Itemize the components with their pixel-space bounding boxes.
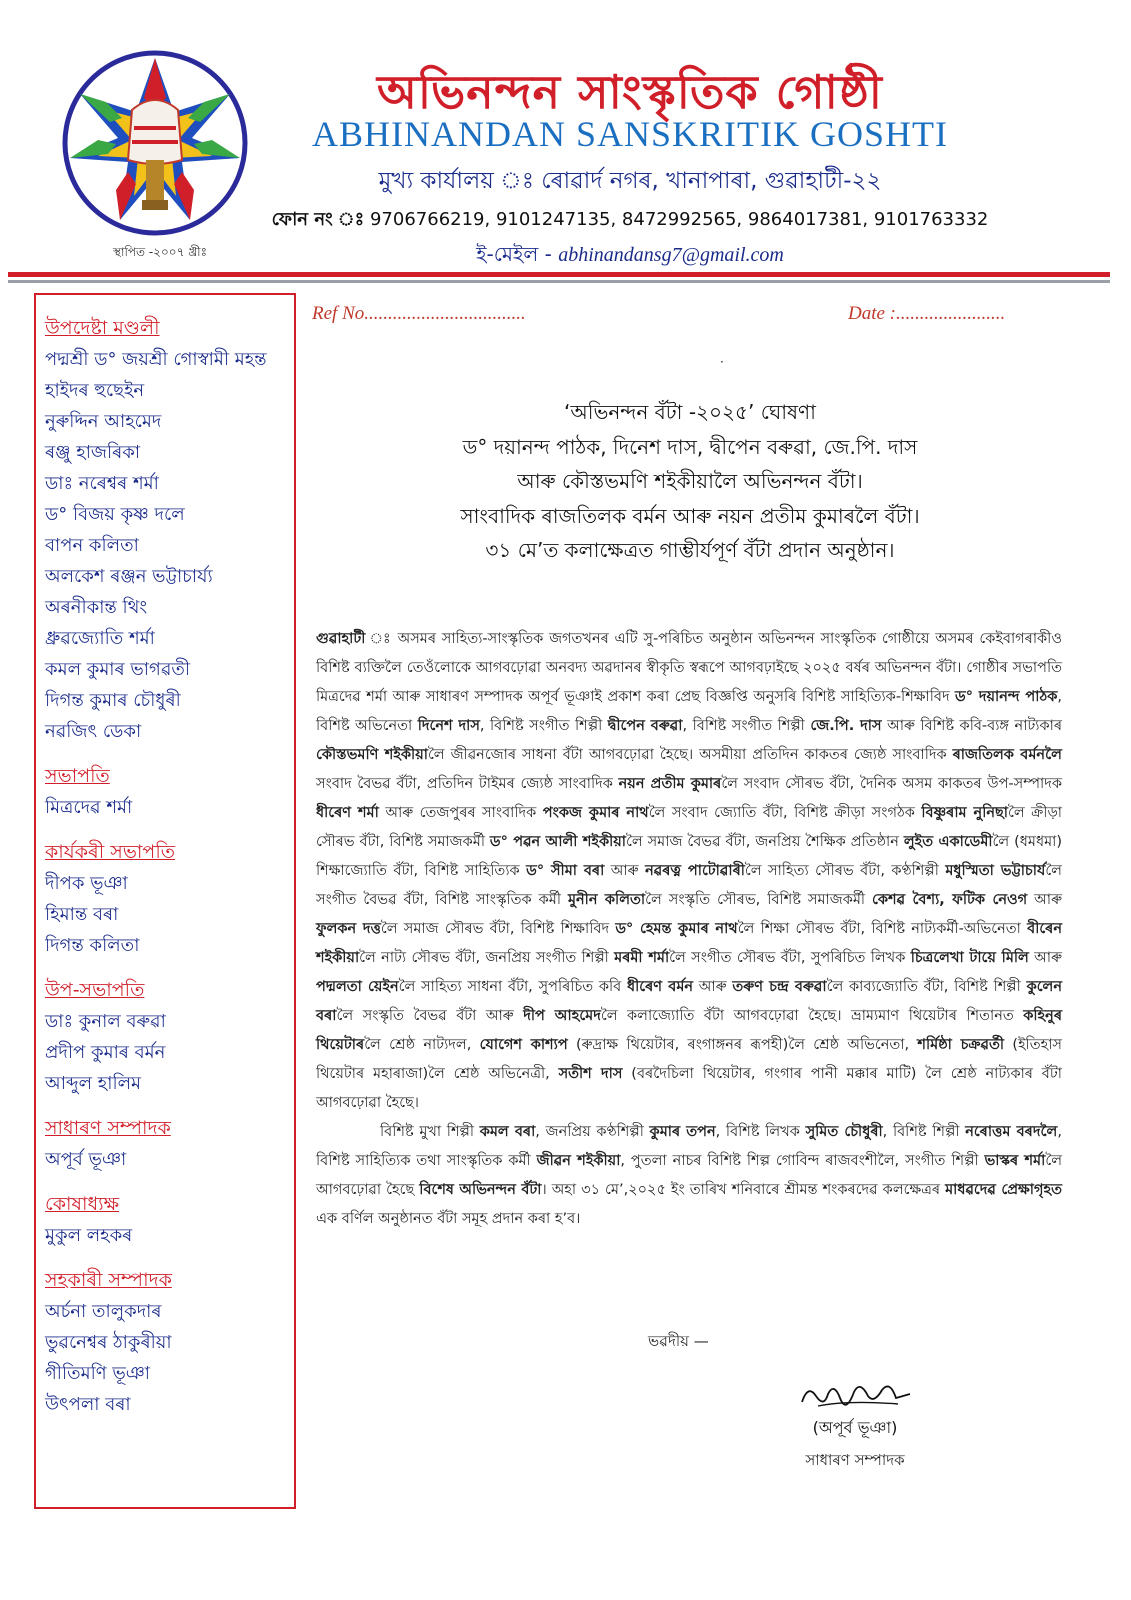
closing-salutation: ভৱদীয় — — [648, 1332, 709, 1350]
text-run: বিশিষ্ট মুখা শিল্পী — [380, 1124, 480, 1140]
committee-section-title: কোষাধ্যক্ষ — [45, 1193, 120, 1215]
committee-section — [45, 1113, 294, 1175]
text-run: লৈ সমাজ সৌৰভ বঁটা, বিশিষ্ট শিক্ষাবিদ — [380, 921, 616, 937]
bold-name-run: গুৱাহাটী — [316, 631, 366, 647]
committee-member: অপূৰ্ব ভূঞা — [45, 1149, 127, 1170]
signer-name: (অপূৰ্ব ভূঞা) — [812, 1418, 898, 1437]
bold-name-run: চিত্ৰলেখা টায়ে মিলি — [910, 950, 1029, 966]
committee-member: ডাঃ নৰেশ্বৰ শৰ্মা — [45, 473, 159, 494]
committee-section-title: সহকাৰী সম্পাদক — [45, 1269, 172, 1291]
committee-section — [45, 1265, 294, 1420]
bold-name-run: কুমাৰ তপন — [649, 1124, 716, 1140]
header-divider-red — [8, 272, 1110, 277]
bold-name-run: মৰমী শৰ্মা — [614, 950, 670, 966]
email-label: ই-মেইল - — [476, 242, 552, 266]
committee-member: ড° বিজয় কৃষ্ণ দলে — [45, 504, 185, 525]
headline-line: আৰু কৌস্তভমণি শইকীয়ালৈ অভিনন্দন বঁটা। — [517, 469, 863, 493]
committee-member: নুৰুদ্দিন আহমেদ — [45, 411, 162, 432]
text-run: লৈ সংগীত সৌৰভ বঁটা, সুপৰিচিত লিখক — [669, 950, 911, 966]
text-run: লৈ সংগীত বৈভৱ বঁটা, বিশিষ্ট সাংস্কৃতিক কৰ্মী — [316, 863, 1062, 908]
committee-section — [45, 975, 294, 1099]
dot-mark: · — [720, 355, 724, 369]
text-run: আৰু — [604, 863, 646, 879]
bold-name-run: দ্বীপেন বৰুৱা — [607, 718, 683, 734]
text-run: , বিশিষ্ট সংগীত শিল্পী — [479, 718, 608, 734]
text-run: লৈ সাহিত্য সাধনা বঁটা, সুপৰিচিত কবি — [398, 979, 628, 995]
bold-name-run: তৰুণ চন্দ্ৰ বৰুৱা — [732, 979, 827, 995]
head-office-address: মুখ্য কাৰ্যালয় ঃ ৰোৱাৰ্দ নগৰ, খানাপাৰা, গুৱাহাটী-২২ — [378, 168, 882, 194]
text-run: এক বৰ্ণিল অনুষ্ঠানত বঁটা সমূহ প্ৰদান কৰা হ’ব। — [316, 1211, 581, 1227]
bold-name-run: ৰাজতিলক বৰ্মনলৈ — [952, 747, 1062, 763]
bold-name-run: পদ্মলতা য়েইন — [316, 979, 399, 995]
committee-section — [45, 837, 294, 961]
bold-name-run: লুইত একাডেমী — [903, 834, 993, 850]
organization-logo — [62, 50, 248, 236]
text-run: (বৰদৈচিলা থিয়েটাৰ, গংগাৰ পানী মক্কাৰ মাটি) লৈ শ্ৰেষ্ঠ নাট্যকাৰ বঁটা আগবঢ়োৱা হৈছে। — [316, 1066, 1062, 1111]
org-name-english: ABHINANDAN SANSKRITIK GOSHTI — [312, 114, 948, 154]
committee-member: অৰনীকান্ত থিং — [45, 597, 148, 618]
text-run: ঃ অসমৰ সাহিত্য-সাংস্কৃতিক জগতখনৰ এটি সু-পৰিচিত অনুষ্ঠান অভিনন্দন সাংস্কৃতিক গোষ্ঠীয়ে অসমৰ কেইবাগৰাকীও বিশিষ্ট ব্যক্তিলৈ তেওঁলোকে আগবঢ়োৱা অনবদ্য অৱদানৰ স্বীকৃতি স্বৰূপে আগবঢ়াইছে ২০২৫ বৰ্ষৰ অভিনন্দন বঁটা। গোষ্ঠীৰ সভাপতি মিত্ৰদেৱ শৰ্মা আৰু সাধাৰণ সম্পাদক অপূৰ্ব ভূঞাই প্ৰকাশ কৰা প্ৰেছ বিজ্ঞপ্তি অনুসৰি বিশিষ্ট সাহিত্যিক-শিক্ষাবিদ — [316, 631, 1062, 705]
text-run: লৈ শ্ৰেষ্ঠ নাট্যদল, — [364, 1037, 480, 1053]
committee-member: আব্দুল হালিম — [45, 1073, 142, 1094]
committee-member: দিগন্ত কুমাৰ চৌধুৰী — [45, 690, 181, 711]
email-line — [270, 240, 990, 273]
committee-member: পদ্মশ্ৰী ড° জয়শ্ৰী গোস্বামী মহন্ত — [45, 349, 267, 370]
committee-member: ৰঞ্জু হাজৰিকা — [45, 442, 141, 463]
bold-name-run: যোগেশ কাশ্যপ — [479, 1037, 568, 1053]
bold-name-run: মুনীন কলিতা — [567, 892, 646, 908]
text-run: লৈ জীৱনজোৰ সাধনা বঁটা আগবঢ়োৱা হৈছে। অসমীয়া প্ৰতিদিন কাকতৰ জ্যেষ্ঠ সাংবাদিক — [427, 747, 953, 763]
phone-line — [270, 205, 990, 236]
text-run: লৈ সংবাদ সৌৰভ বঁটা, দৈনিক অসম কাকতৰ উপ-সম্পাদক — [721, 776, 1062, 792]
bold-name-run: ধীৰেণ বৰ্মন — [627, 979, 694, 995]
text-run: , বিশিষ্ট সাহিত্যিক তথা সাংস্কৃতিক কৰ্মী — [316, 1124, 1062, 1169]
email-address[interactable]: abhinandansg7@gmail.com — [558, 244, 784, 266]
committee-member: দীপক ভূঞা — [45, 873, 128, 894]
bold-name-run: জীৱন শইকীয়া — [536, 1153, 621, 1169]
bold-name-run: ড° পৱন আলী শইকীয়া — [489, 834, 626, 850]
committee-sidebar — [34, 293, 296, 1509]
headline-block — [370, 395, 1010, 568]
text-run: লৈ সংস্কৃতি সৌৰভ, বিশিষ্ট সমাজকৰ্মী — [645, 892, 873, 908]
text-run: , বিশিষ্ট অভিনেতা — [316, 689, 1062, 734]
committee-section — [45, 761, 294, 823]
text-run: আৰু তেজপুৰৰ সাংবাদিক — [378, 805, 543, 821]
bold-name-run: কহিনুৰ থিয়েটাৰ — [316, 1008, 1062, 1053]
text-run: লৈ কাব্যজ্যোতি বঁটা, বিশিষ্ট শিল্পী — [826, 979, 1027, 995]
committee-member: মিত্ৰদেৱ শৰ্মা — [45, 797, 133, 818]
text-run: , বিশিষ্ট সংগীত শিল্পী — [682, 718, 811, 734]
text-run: , জনপ্ৰিয় কণ্ঠশিল্পী — [535, 1124, 650, 1140]
bold-name-run: কমল বৰা — [479, 1124, 536, 1140]
committee-member: কমল কুমাৰ ভাগৱতী — [45, 659, 191, 680]
bold-name-run: নৱৰত্ন পাটোৱাৰী — [645, 863, 745, 879]
ref-number: Ref No.................................. — [312, 303, 526, 324]
committee-section — [45, 1189, 294, 1251]
text-run: লৈ সংস্কৃতি বৈভৱ বঁটা আৰু — [336, 1008, 524, 1024]
bold-name-run: বিশেষ অভিনন্দন বঁটা — [419, 1182, 542, 1198]
phone-label: ফোন নং ঃ — [271, 209, 365, 230]
committee-section-title: উপদেষ্টা মণ্ডলী — [45, 317, 160, 339]
established-year: স্থাপিত -২০০৭ খ্ৰীঃ — [113, 245, 207, 259]
body-paragraph-1 — [316, 625, 1062, 1118]
bold-name-run: বিষ্ণুৰাম নুনিছা — [921, 805, 1008, 821]
bold-name-run: শৰ্মিষ্ঠা চক্ৰৱৰ্তী — [917, 1037, 1005, 1053]
text-run: (ইতিহাস থিয়েটাৰ মহাৰাজা)লৈ শ্ৰেষ্ঠ অভিনেত্ৰী, — [316, 1037, 1062, 1082]
text-run: লৈ ক্ৰীড়া সৌৰভ বঁটা, বিশিষ্ট সমাজকৰ্মী — [316, 805, 1062, 850]
bold-name-run: ফুলকন দত্ত — [316, 921, 381, 937]
bold-name-run: ড° দয়ানন্দ পাঠক — [955, 689, 1058, 705]
text-run: লৈ সংবাদ জ্যোতি বঁটা, বিশিষ্ট ক্ৰীড়া সংগঠক — [648, 805, 922, 821]
bold-name-run: দীপ আহমেদ — [523, 1008, 601, 1024]
committee-member: ভুৱনেশ্বৰ ঠাকুৰীয়া — [45, 1332, 172, 1353]
header-divider-grey — [8, 280, 1110, 283]
committee-member: দিগন্ত কলিতা — [45, 935, 140, 956]
bold-name-run: সতীশ দাস — [558, 1066, 623, 1082]
signature-image — [798, 1376, 918, 1416]
body-paragraph-2 — [316, 1118, 1062, 1234]
text-run: লৈ আগবঢ়োৱা হৈছে — [316, 1153, 1062, 1198]
text-run: , বিশিষ্ট লিখক — [715, 1124, 806, 1140]
bold-name-run: ভাস্কৰ শৰ্মা — [984, 1153, 1046, 1169]
bold-name-run: ড° হেমন্ত কুমাৰ নাথ — [615, 921, 738, 937]
text-run: আৰু — [1027, 892, 1062, 908]
text-run: আৰু বিশিষ্ট কবি-ব্যঙ্গ নাট্যকাৰ — [881, 718, 1063, 734]
committee-member: ডাঃ কুনাল বৰুৱা — [45, 1011, 166, 1032]
text-run: আৰু — [693, 979, 733, 995]
signer-title: সাধাৰণ সম্পাদক — [805, 1451, 905, 1469]
bold-name-run: জে.পি. দাস — [810, 718, 882, 734]
committee-member: হিমান্ত বৰা — [45, 904, 119, 925]
text-run: , বিশিষ্ট শিল্পী — [882, 1124, 966, 1140]
bold-name-run: ড° সীমা বৰা — [526, 863, 605, 879]
text-run: লৈ নাট্য সৌৰভ বঁটা, জনপ্ৰিয় সংগীত শিল্পী — [359, 950, 615, 966]
committee-section — [45, 313, 294, 747]
committee-section-title: কাৰ্যকৰী সভাপতি — [45, 841, 176, 863]
committee-section-title: সভাপতি — [45, 765, 110, 787]
bold-name-run: পংকজ কুমাৰ নাথ — [542, 805, 649, 821]
bold-name-run: নয়ন প্ৰতীম কুমাৰ — [618, 776, 722, 792]
committee-member: বাপন কলিতা — [45, 535, 139, 556]
bold-name-run: বীৰেন শইকীয়া — [316, 921, 1062, 966]
headline-line: সাংবাদিক ৰাজতিলক বৰ্মন আৰু নয়ন প্ৰতীম কুমাৰলৈ বঁটা। — [460, 503, 920, 528]
bold-name-run: নৰোত্তম বৰদলৈ — [965, 1124, 1058, 1140]
committee-member: গীতিমণি ভূঞা — [45, 1363, 150, 1384]
letter-date: Date :....................... — [848, 303, 1006, 324]
text-run: লৈ (ধমধমা) শিক্ষাজ্যোতি বঁটা, বিশিষ্ট সাহিত্যিক — [316, 834, 1063, 879]
text-run: লৈ সাহিত্য সৌৰভ বঁটা, কণ্ঠশিল্পী — [744, 863, 946, 879]
bold-name-run: কুলেন বৰা — [316, 979, 1062, 1024]
bold-name-run: কেশৱ বৈশ্য, ফটিক নেওগ — [872, 892, 1028, 908]
bold-name-run: দিনেশ দাস — [417, 718, 480, 734]
text-run: লৈ শিক্ষা সৌৰভ বঁটা, বিশিষ্ট নাট্যকৰ্মী-অভিনেতা — [737, 921, 1028, 937]
bold-name-run: ধীৰেণ শৰ্মা — [316, 805, 379, 821]
committee-member: অলকেশ ৰঞ্জন ভট্টাচাৰ্য্য — [45, 566, 213, 587]
bold-name-run: মাধৱদেৱ প্ৰেক্ষাগৃহত — [945, 1182, 1062, 1198]
committee-section-title: সাধাৰণ সম্পাদক — [45, 1117, 171, 1139]
text-run: সংবাদ বৈভৱ বঁটা, প্ৰতিদিন টাইমৰ জ্যেষ্ঠ সাংবাদিক — [316, 776, 619, 792]
text-run: , পুতলা নাচৰ বিশিষ্ট শিল্প গোবিন্দ ৰাজবংশীলৈ, সংগীত শিল্পী — [620, 1153, 985, 1169]
committee-member: হাইদৰ হুছেইন — [45, 380, 145, 401]
bold-name-run: সুমিত চৌধুৰী — [805, 1124, 883, 1140]
letter-body — [316, 625, 1062, 1234]
committee-section-title: উপ-সভাপতি — [45, 979, 145, 1001]
text-run: আৰু — [1028, 950, 1062, 966]
text-run: লৈ কলাজ্যোতি বঁটা আগবঢ়োৱা হৈছে। ভ্ৰাম্যমাণ থিয়েটাৰ শিতানত — [600, 1008, 1024, 1024]
bold-name-run: মধুস্মিতা ভট্টাচাৰ্য — [945, 863, 1046, 879]
text-run: লৈ সমাজ বৈভৱ বঁটা, জনপ্ৰিয় শৈক্ষিক প্ৰতিষ্ঠান — [626, 834, 904, 850]
org-name-bengali: অভিনন্দন সাংস্কৃতিক গোষ্ঠী — [377, 65, 883, 119]
headline-line: ‘অভিনন্দন বঁটা -২০২৫’ ঘোষণা — [564, 400, 816, 424]
committee-member: মুকুল লহকৰ — [45, 1225, 133, 1246]
text-run: । অহা ৩১ মে’,২০২৫ ইং তাৰিখ শনিবাৰে শ্ৰীমন্ত শংকৰদেৱ কলক্ষেত্ৰৰ — [541, 1182, 946, 1198]
bold-name-run: কৌস্তভমণি শইকীয়া — [316, 747, 428, 763]
phone-numbers: 9706766219, 9101247135, 8472992565, 9864017381, 9101763332 — [369, 209, 989, 230]
headline-line: ৩১ মে’ত কলাক্ষেত্ৰত গাম্ভীৰ্যপূৰ্ণ বঁটা প্ৰদান অনুষ্ঠান। — [485, 538, 895, 562]
committee-member: প্ৰদীপ কুমাৰ বৰ্মন — [45, 1042, 166, 1063]
committee-member: অৰ্চনা তালুকদাৰ — [45, 1301, 162, 1322]
committee-member: ধ্ৰুৱজ্যোতি শৰ্মা — [45, 628, 155, 649]
committee-member: উৎপলা বৰা — [45, 1394, 131, 1415]
committee-member: নৱজিৎ ডেকা — [45, 721, 142, 742]
headline-line: ড° দয়ানন্দ পাঠক, দিনেশ দাস, দ্বীপেন বৰুৱা, জে.পি. দাস — [462, 434, 918, 459]
text-run: (ৰুদ্ৰাক্ষ থিয়েটাৰ, ৰংগাঙ্গনৰ ৰূপহী)লৈ শ্ৰেষ্ঠ অভিনেতা, — [567, 1037, 918, 1053]
